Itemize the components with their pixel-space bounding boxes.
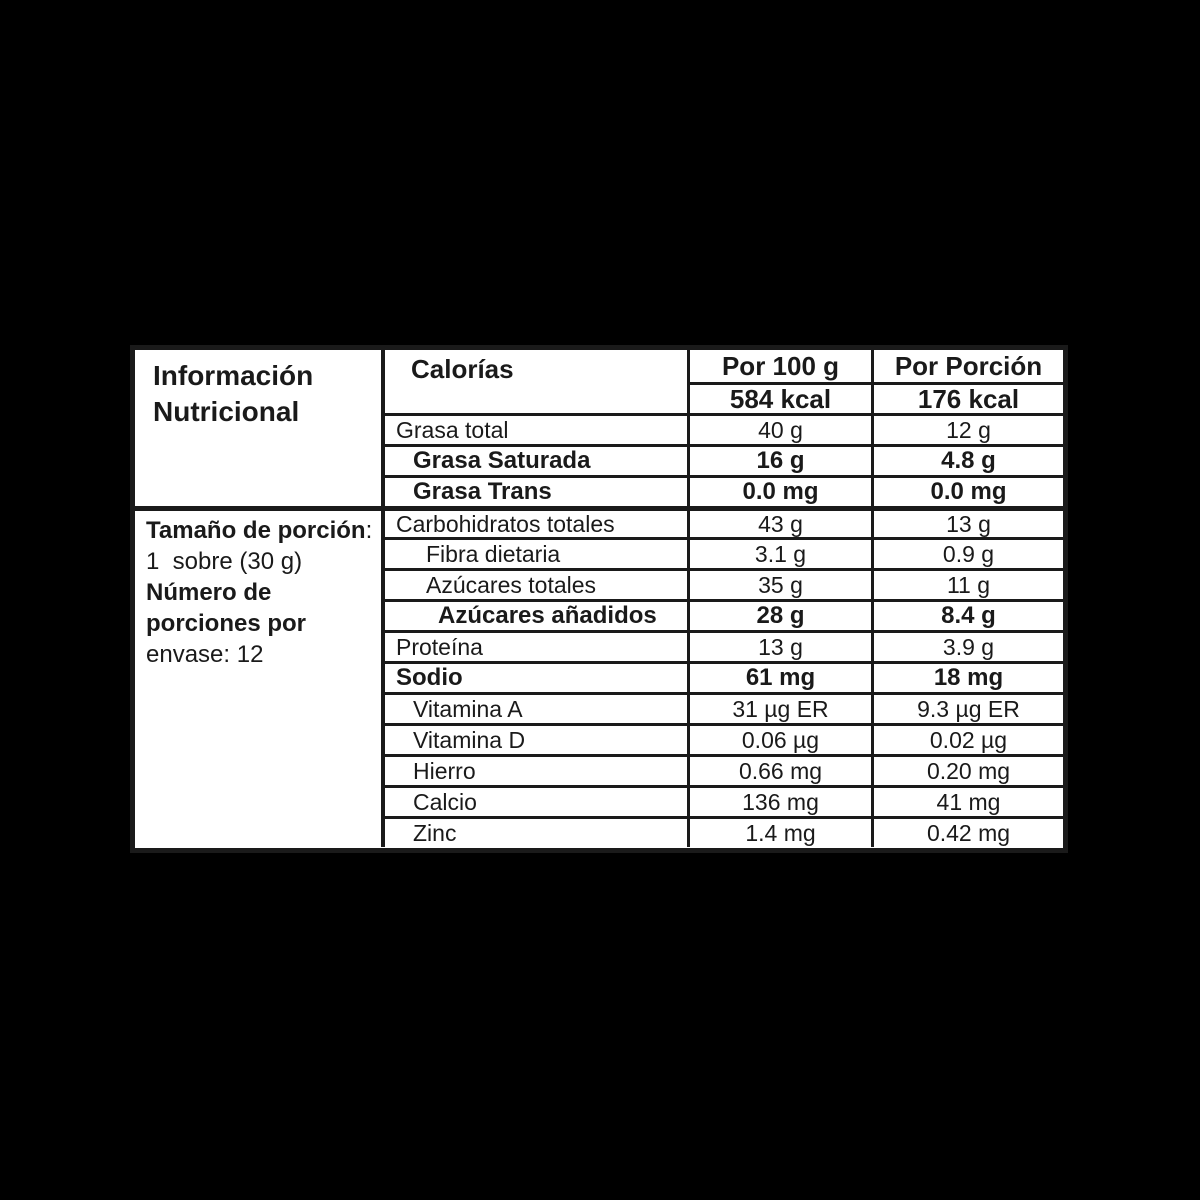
info-title-cell xyxy=(135,350,381,506)
row-vitamina-a-per100: 31 µg ER xyxy=(687,692,871,723)
row-fibra-portion: 0.9 g xyxy=(871,537,1063,568)
row-carbohidratos-per100: 43 g xyxy=(687,506,871,537)
row-sodio-portion: 18 mg xyxy=(871,661,1063,692)
column-header-per-portion: Por Porción xyxy=(871,350,1063,382)
row-vitamina-d-per100: 0.06 µg xyxy=(687,723,871,754)
row-fibra-per100: 3.1 g xyxy=(687,537,871,568)
serving-size-label-line xyxy=(146,515,372,546)
row-grasa-trans-label: Grasa Trans xyxy=(381,475,687,506)
column-header-per-100g: Por 100 g xyxy=(687,350,871,382)
row-carbohidratos-portion: 13 g xyxy=(871,506,1063,537)
row-grasa-total-portion: 12 g xyxy=(871,413,1063,444)
row-zinc-portion: 0.42 mg xyxy=(871,816,1063,847)
row-sodio-per100: 61 mg xyxy=(687,661,871,692)
row-proteina-portion: 3.9 g xyxy=(871,630,1063,661)
row-hierro-per100: 0.66 mg xyxy=(687,754,871,785)
calories-header: Calorías xyxy=(381,350,687,413)
row-grasa-trans-per100: 0.0 mg xyxy=(687,475,871,506)
row-carbohidratos-label: Carbohidratos totales xyxy=(381,506,687,537)
row-grasa-saturada-portion: 4.8 g xyxy=(871,444,1063,475)
row-azucares-totales-label: Azúcares totales xyxy=(381,568,687,599)
row-grasa-saturada-per100: 16 g xyxy=(687,444,871,475)
row-zinc-label: Zinc xyxy=(381,816,687,847)
row-calcio-per100: 136 mg xyxy=(687,785,871,816)
row-grasa-total-label: Grasa total xyxy=(381,413,687,444)
row-azucares-anadidos-label: Azúcares añadidos xyxy=(381,599,687,630)
row-azucares-anadidos-portion: 8.4 g xyxy=(871,599,1063,630)
row-vitamina-a-label: Vitamina A xyxy=(381,692,687,723)
row-azucares-totales-per100: 35 g xyxy=(687,568,871,599)
row-sodio-label: Sodio xyxy=(381,661,687,692)
row-vitamina-a-portion: 9.3 µg ER xyxy=(871,692,1063,723)
row-grasa-trans-portion: 0.0 mg xyxy=(871,475,1063,506)
row-zinc-per100: 1.4 mg xyxy=(687,816,871,847)
serving-size-value: 1 sobre (30 g) xyxy=(146,548,303,575)
row-proteina-per100: 13 g xyxy=(687,630,871,661)
row-grasa-saturada-label: Grasa Saturada xyxy=(381,444,687,475)
servings-label-line2: porciones por xyxy=(146,610,307,637)
serving-size-colon: : xyxy=(365,517,373,544)
info-title-line1: Información xyxy=(153,360,314,391)
info-title-line2: Nutricional xyxy=(153,396,300,427)
kcal-value-per-portion: 176 kcal xyxy=(871,382,1063,413)
kcal-value-per-100g: 584 kcal xyxy=(687,382,871,413)
servings-label-line1: Número de xyxy=(146,579,272,606)
row-calcio-portion: 41 mg xyxy=(871,785,1063,816)
row-vitamina-d-label: Vitamina D xyxy=(381,723,687,754)
row-calcio-label: Calcio xyxy=(381,785,687,816)
nutrition-facts-table xyxy=(130,345,1068,853)
row-grasa-total-per100: 40 g xyxy=(687,413,871,444)
serving-info-cell xyxy=(135,506,381,847)
row-hierro-portion: 0.20 mg xyxy=(871,754,1063,785)
row-hierro-label: Hierro xyxy=(381,754,687,785)
serving-size-label: Tamaño de porción xyxy=(146,517,366,544)
row-fibra-label: Fibra dietaria xyxy=(381,537,687,568)
row-proteina-label: Proteína xyxy=(381,630,687,661)
servings-value-line: envase: 12 xyxy=(146,641,264,668)
row-azucares-anadidos-per100: 28 g xyxy=(687,599,871,630)
row-azucares-totales-portion: 11 g xyxy=(871,568,1063,599)
row-vitamina-d-portion: 0.02 µg xyxy=(871,723,1063,754)
